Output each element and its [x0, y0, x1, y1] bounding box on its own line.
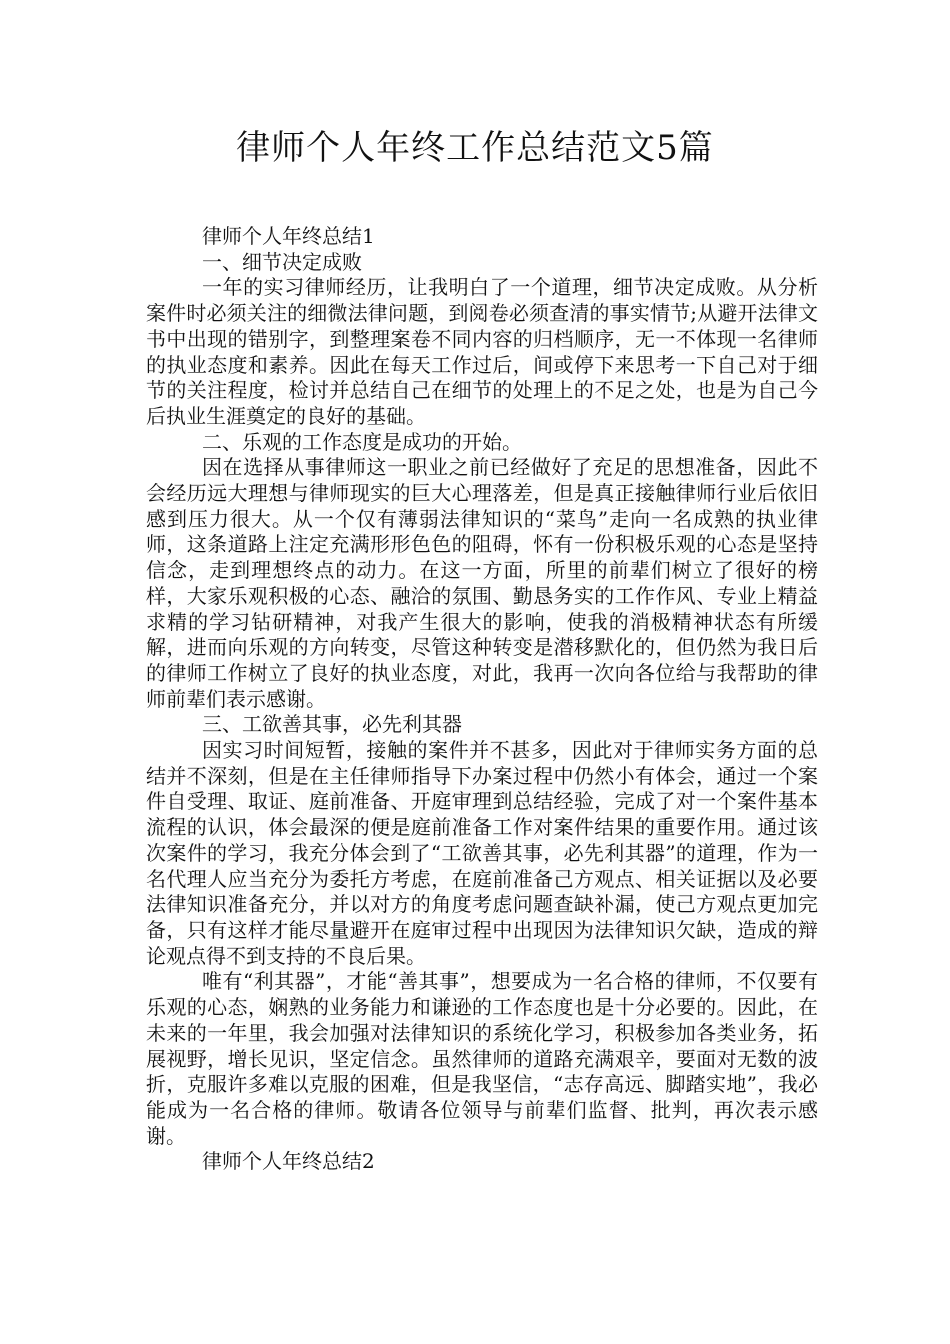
- document-title: 律师个人年终工作总结范文5篇: [236, 128, 714, 168]
- paragraph: 唯有“利其器”，才能“善其事”，想要成为一名合格的律师，不仅要有乐观的心态，娴熟的业务能力和谦逊的工作态度也是十分必要的。因此，在未来的一年里，我会加强对法律知识的系统化学习，积极参加各类业务，拓展视野，增长见识，坚定信念。虽然律师的道路充满艰辛，要面对无数的波折，克服许多难以克服的困难，但是我坚信，“志存高远、脚踏实地”，我必能成为一名合格的律师。敬请各位领导与前辈们监督、批判，再次表示感谢。: [146, 969, 818, 1148]
- subsection-heading: 一、细节决定成败: [202, 249, 362, 274]
- subsection-heading: 二、乐观的工作态度是成功的开始。: [202, 429, 522, 454]
- subsection-heading: 三、工欲善其事，必先利其器: [202, 712, 462, 737]
- paragraph: 因实习时间短暂，接触的案件并不甚多，因此对于律师实务方面的总结并不深刻，但是在主任律师指导下办案过程中仍然小有体会，通过一个案件自受理、取证、庭前准备、开庭审理到总结经验，完成了对一个案件基本流程的认识，体会最深的便是庭前准备工作对案件结果的重要作用。通过该次案件的学习，我充分体会到了“工欲善其事，必先利其器”的道理，作为一名代理人应当充分为委托方考虑，在庭前准备己方观点、相关证据以及必要法律知识准备充分，并以对方的角度考虑问题查缺补漏，使己方观点更加完备，只有这样才能尽量避开在庭审过程中出现因为法律知识欠缺，造成的辩论观点得不到支持的不良后果。: [146, 738, 818, 968]
- section-heading: 律师个人年终总结2: [202, 1149, 375, 1174]
- document-body: [146, 224, 818, 1175]
- paragraph: 一年的实习律师经历，让我明白了一个道理，细节决定成败。从分析案件时必须关注的细微法律问题，到阅卷必须查清的事实情节;从避开法律文书中出现的错别字，到整理案卷不同内容的归档顺序，无一不体现一名律师的执业态度和素养。因此在每天工作过后，间或停下来思考一下自己对于细节的关注程度，检讨并总结自己在细节的处理上的不足之处，也是为自己今后执业生涯奠定的良好的基础。: [146, 275, 818, 428]
- paragraph: 因在选择从事律师这一职业之前已经做好了充足的思想准备，因此不会经历远大理想与律师现实的巨大心理落差，但是真正接触律师行业后依旧感到压力很大。从一个仅有薄弱法律知识的“菜鸟”走向一名成熟的执业律师，这条道路上注定充满形形色色的阻碍，怀有一份积极乐观的心态是坚持信念，走到理想终点的动力。在这一方面，所里的前辈们树立了很好的榜样，大家乐观积极的心态、融洽的氛围、勤恳务实的工作作风、专业上精益求精的学习钻研精神，对我产生很大的影响，使我的消极精神状态有所缓解，进而向乐观的方向转变，尽管这种转变是潜移默化的，但仍然为我日后的律师工作树立了良好的执业态度，对此，我再一次向各位给与我帮助的律师前辈们表示感谢。: [146, 455, 818, 711]
- section-heading: 律师个人年终总结1: [202, 224, 375, 248]
